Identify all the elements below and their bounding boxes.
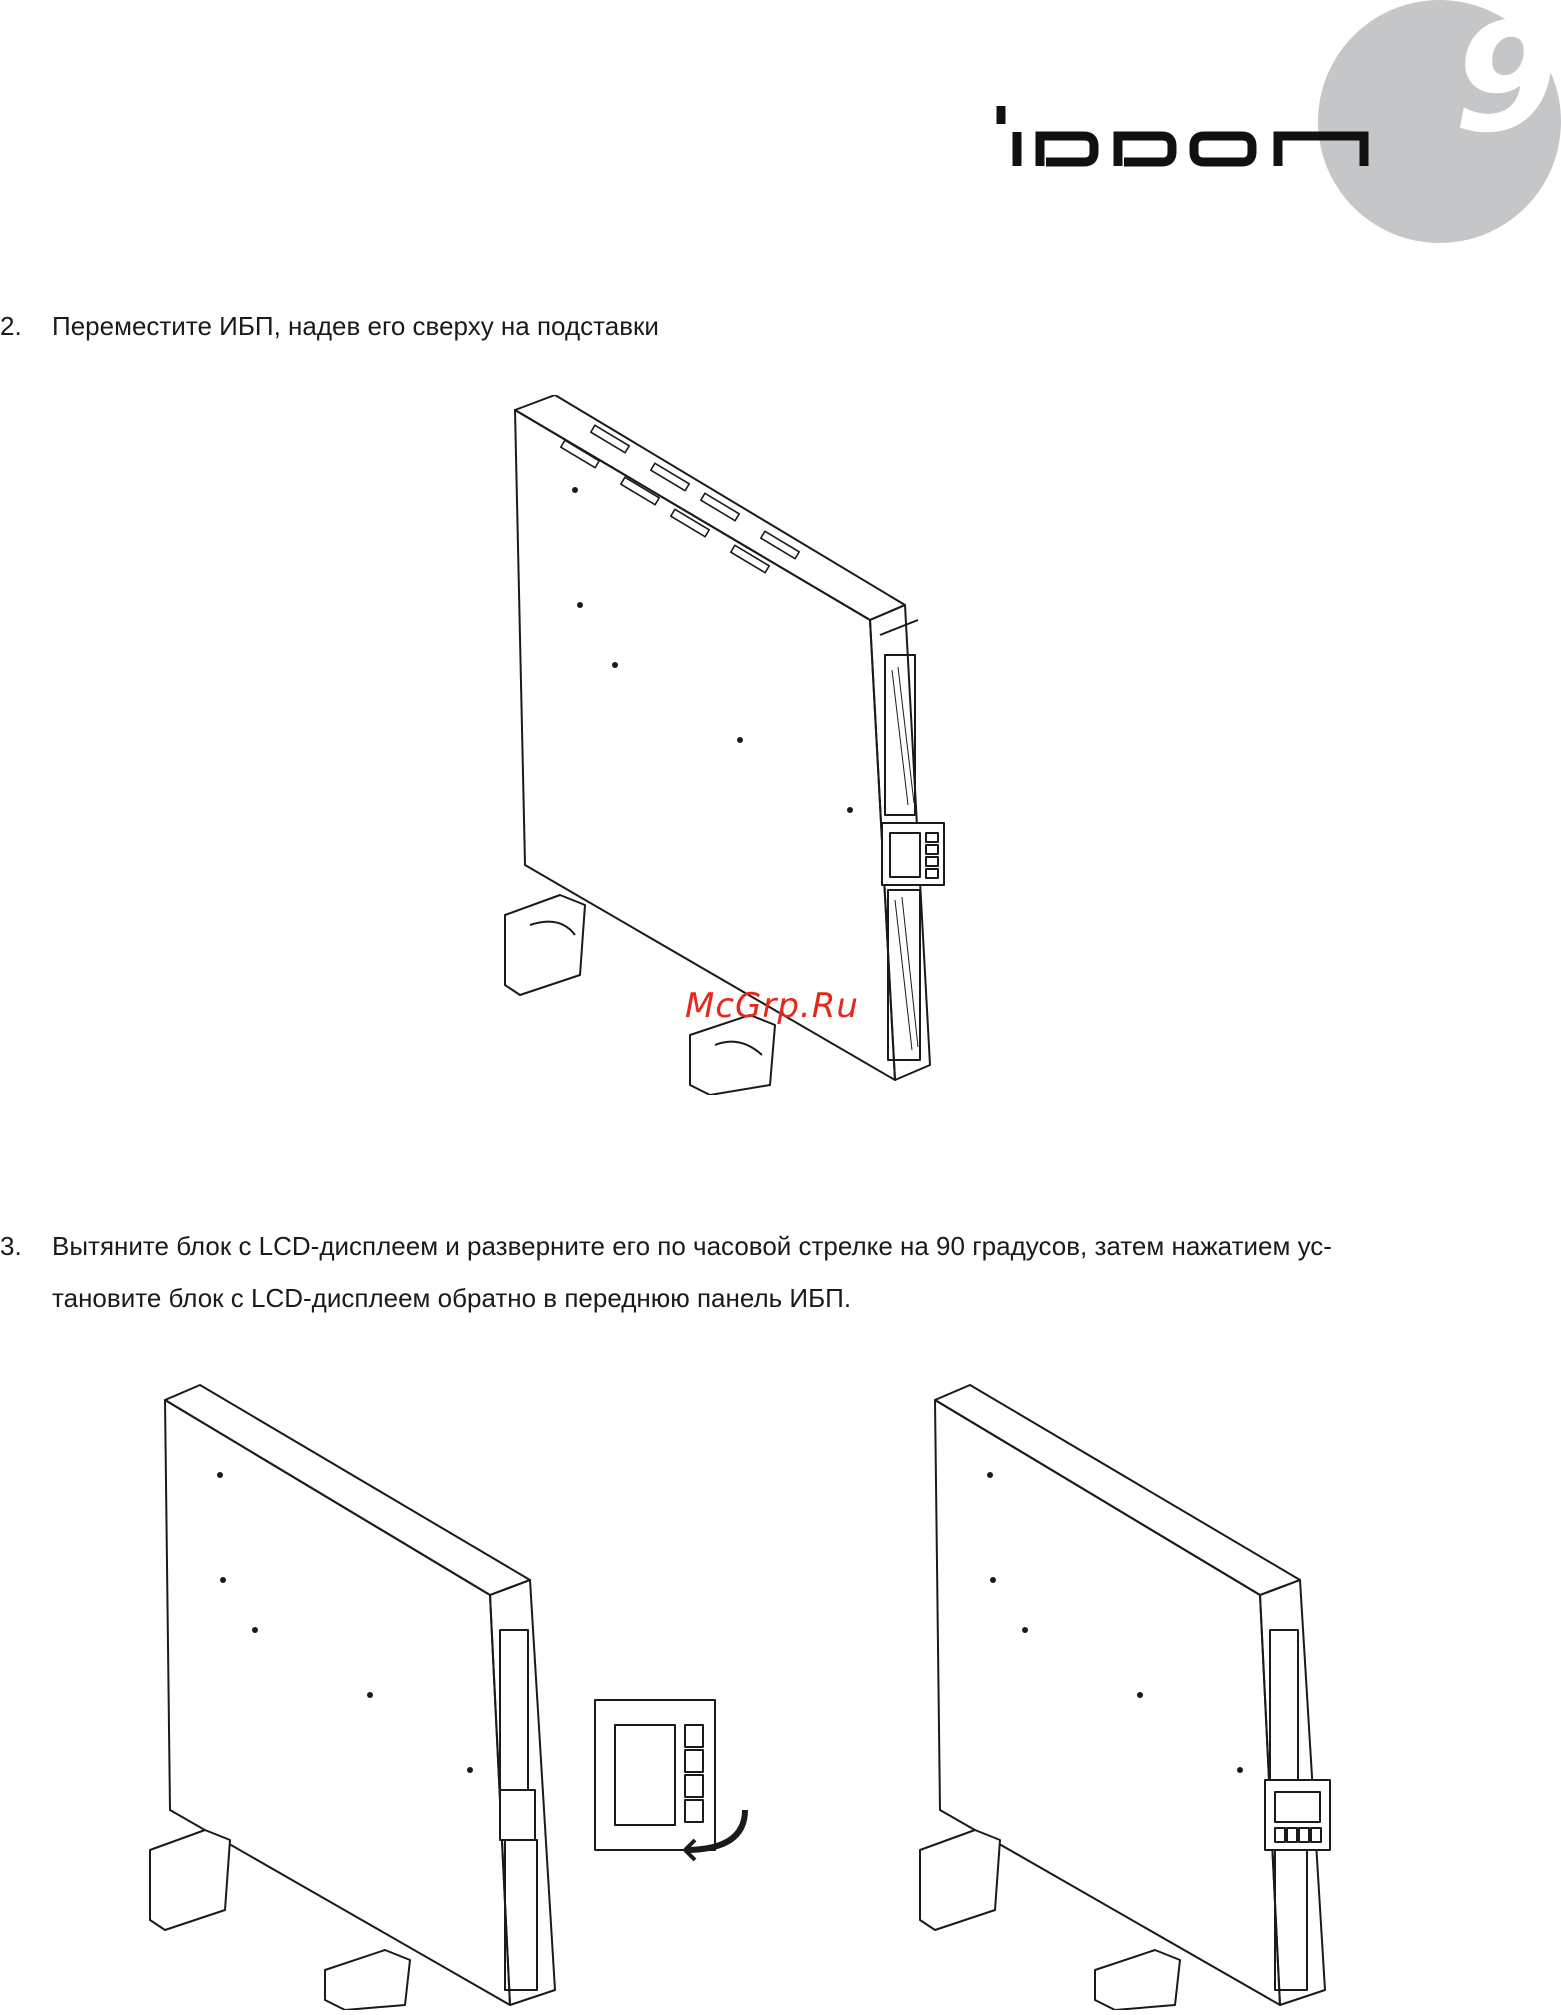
- step-text-line-2: тановите блок с LCD-дисплеем обратно в переднюю панель ИБП.: [52, 1283, 852, 1313]
- watermark: McGrp.Ru: [685, 986, 859, 1026]
- lcd-removal-figure: [145, 1380, 775, 2010]
- step-text-line-1: Вытяните блок с LCD-дисплеем и разверните его по часовой стрелке на 90 градусов, затем нажатием ус-: [52, 1231, 1332, 1261]
- step-text: Переместите ИБП, надев его сверху на подставки: [52, 311, 659, 341]
- ippon-logo: [996, 100, 1376, 170]
- step-number: 3.: [0, 1231, 22, 1261]
- step-number: 2.: [0, 311, 22, 341]
- page-number: 9: [1453, 0, 1559, 166]
- lcd-rotated-figure: [915, 1380, 1375, 2010]
